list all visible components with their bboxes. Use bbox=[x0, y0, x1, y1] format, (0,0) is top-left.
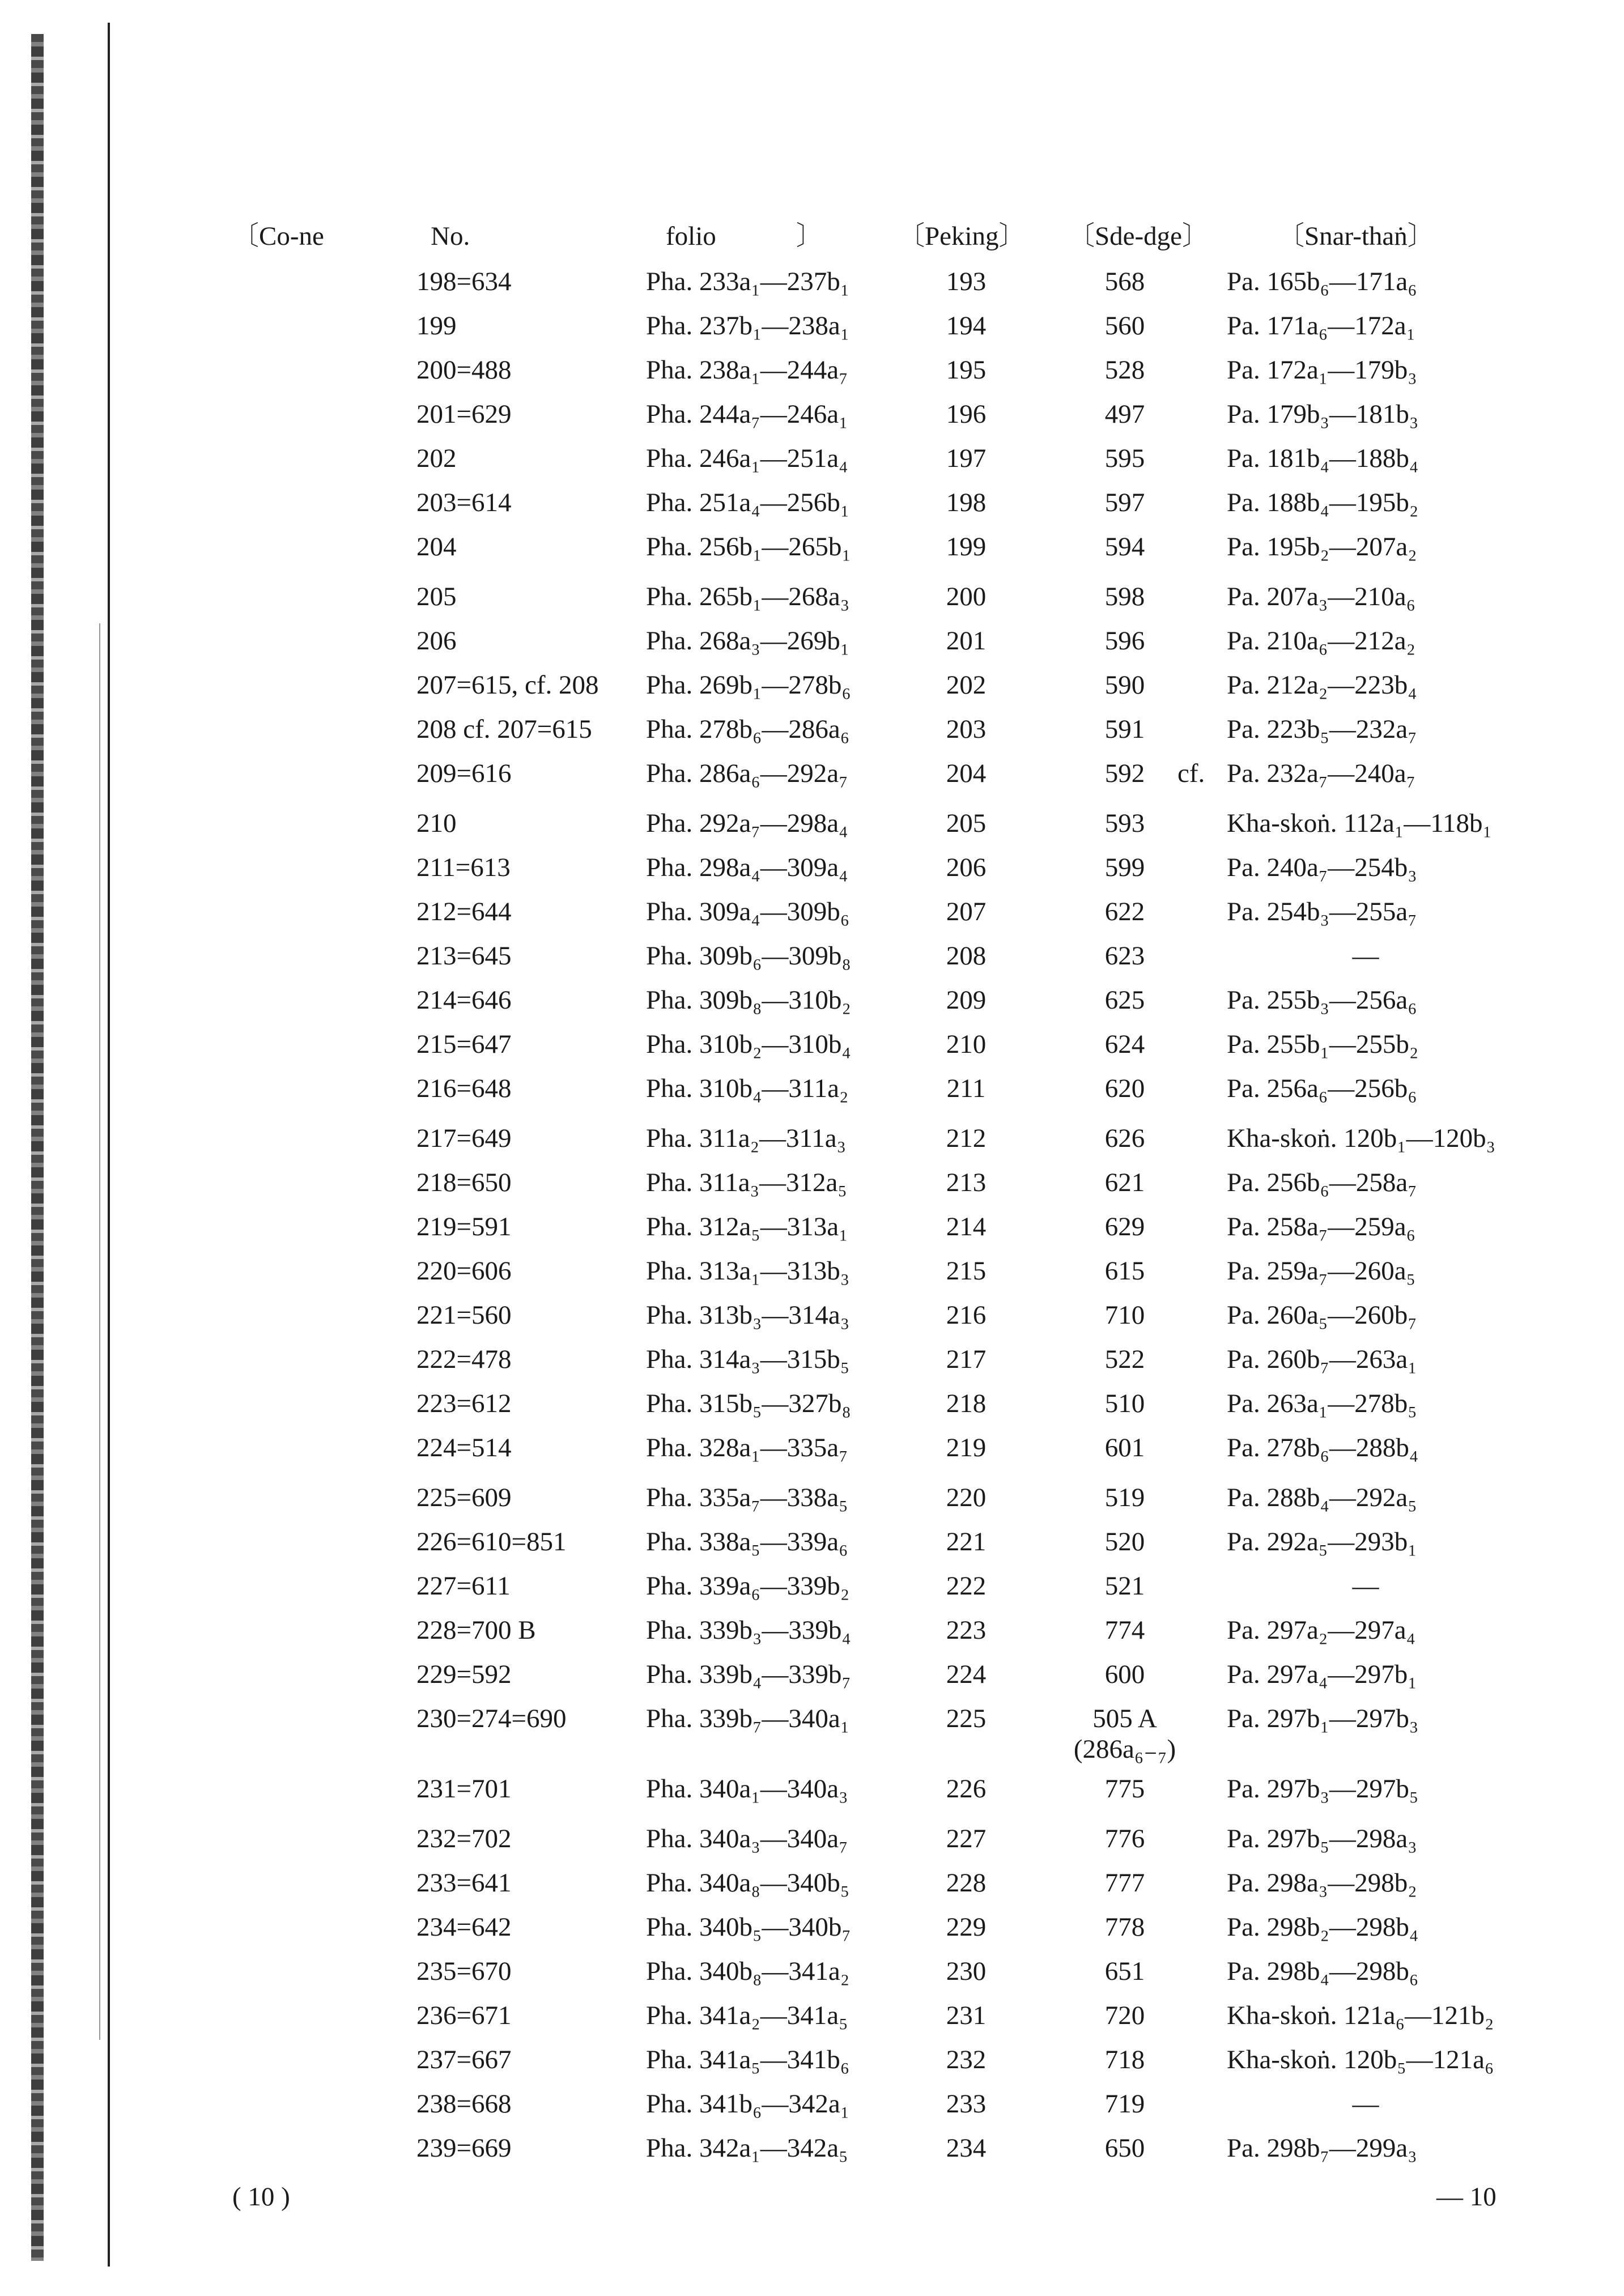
cell-sde-dge-value: 560 bbox=[1104, 311, 1145, 341]
cell-peking: 218 bbox=[946, 1389, 987, 1418]
cell-no: 233=641 bbox=[416, 1868, 512, 1898]
cell-snar-than: — bbox=[1352, 1571, 1379, 1601]
cell-snar-than: Pa. 165b₆—171a₆ bbox=[1227, 267, 1417, 296]
cell-no: 232=702 bbox=[416, 1824, 512, 1853]
cell-sde-dge bbox=[1068, 355, 1181, 385]
cell-no: 227=611 bbox=[416, 1571, 511, 1601]
cell-peking: 223 bbox=[946, 1615, 987, 1645]
cell-no: 206 bbox=[416, 626, 457, 656]
cell-sde-dge-value: 615 bbox=[1104, 1256, 1145, 1286]
cell-sde-dge-value: 568 bbox=[1104, 267, 1145, 296]
cell-sde-dge-value: 519 bbox=[1104, 1483, 1145, 1512]
cell-folio: Pha. 340a₁—340a₃ bbox=[646, 1774, 848, 1804]
cell-sde-dge-value: 497 bbox=[1104, 399, 1145, 429]
cell-snar-than: Pa. 256b₆—258a₇ bbox=[1227, 1168, 1417, 1197]
cell-sde-dge bbox=[1068, 1868, 1181, 1898]
cell-no: 222=478 bbox=[416, 1345, 512, 1374]
cell-sde-dge bbox=[1068, 1482, 1181, 1513]
header-sde-dge: 〔Sde-dge〕 bbox=[1068, 222, 1209, 251]
cell-no: 234=642 bbox=[416, 1912, 512, 1942]
cell-peking: 203 bbox=[946, 715, 987, 744]
cell-sde-dge-value: 623 bbox=[1104, 941, 1145, 971]
cell-folio: Pha. 310b₄—311a₂ bbox=[646, 1074, 849, 1103]
cell-no: 223=612 bbox=[416, 1389, 512, 1418]
cell-no: 214=646 bbox=[416, 985, 512, 1015]
cell-sde-dge bbox=[1068, 1912, 1181, 1942]
cell-peking: 208 bbox=[946, 941, 987, 971]
cell-no: 221=560 bbox=[416, 1300, 512, 1330]
cell-folio: Pha. 341b₆—342a₁ bbox=[646, 2089, 850, 2119]
cell-peking: 201 bbox=[946, 626, 987, 656]
cell-snar-than: Pa. 260a₅—260b₇ bbox=[1227, 1300, 1417, 1330]
cell-sde-dge bbox=[1068, 487, 1181, 518]
cell-sde-dge-value: 624 bbox=[1104, 1030, 1145, 1059]
cell-sde-dge-value: 528 bbox=[1104, 355, 1145, 385]
cell-sde-dge-value: 593 bbox=[1104, 809, 1145, 838]
cell-sde-dge-value: 651 bbox=[1104, 1957, 1145, 1986]
cell-snar-than: Pa. 298b₄—298b₆ bbox=[1227, 1957, 1419, 1986]
cell-no: 228=700 B bbox=[416, 1615, 536, 1645]
cell-no: 211=613 bbox=[416, 853, 511, 882]
cell-peking: 233 bbox=[946, 2089, 987, 2119]
cell-sde-dge-note: (286a₆₋₇) bbox=[1073, 1734, 1176, 1764]
cell-peking: 224 bbox=[946, 1660, 987, 1689]
cell-sde-dge-value: 778 bbox=[1104, 1912, 1145, 1942]
cell-snar-than: Pa. 288b₄—292a₅ bbox=[1227, 1483, 1417, 1512]
cell-folio: Pha. 233a₁—237b₁ bbox=[646, 267, 850, 296]
cell-snar-than: Pa. 232a₇—240a₇ bbox=[1227, 759, 1415, 788]
cell-peking: 195 bbox=[946, 355, 987, 385]
cell-folio: Pha. 340a₃—340a₇ bbox=[646, 1824, 848, 1853]
cell-sde-dge bbox=[1068, 1073, 1181, 1104]
cell-sde-dge-value: 776 bbox=[1104, 1824, 1145, 1853]
cell-snar-than: Pa. 297b₃—297b₅ bbox=[1227, 1774, 1419, 1804]
cell-no: 204 bbox=[416, 532, 457, 562]
cell-folio: Pha. 340a₈—340b₅ bbox=[646, 1868, 850, 1898]
cell-no: 237=667 bbox=[416, 2045, 512, 2074]
cell-peking: 230 bbox=[946, 1957, 987, 1986]
cell-no: 201=629 bbox=[416, 399, 512, 429]
cell-snar-than: — bbox=[1352, 941, 1379, 971]
cell-snar-than: Pa. 255b₃—256a₆ bbox=[1227, 985, 1417, 1015]
cell-peking: 198 bbox=[946, 488, 987, 517]
cell-sde-dge-value: 629 bbox=[1104, 1212, 1145, 1241]
cell-sde-dge bbox=[1068, 1703, 1181, 1764]
cell-no: 203=614 bbox=[416, 488, 512, 517]
cell-no: 208 cf. 207=615 bbox=[416, 715, 592, 744]
cell-peking: 214 bbox=[946, 1212, 987, 1241]
cell-sde-dge bbox=[1068, 266, 1181, 297]
cell-no: 220=606 bbox=[416, 1256, 512, 1286]
cell-snar-than: Pa. 210a₆—212a₂ bbox=[1227, 626, 1415, 656]
cell-peking: 196 bbox=[946, 399, 987, 429]
cell-no: 238=668 bbox=[416, 2089, 512, 2119]
cell-sde-dge bbox=[1068, 2089, 1181, 2119]
cell-no: 215=647 bbox=[416, 1030, 512, 1059]
cell-sde-dge bbox=[1068, 1167, 1181, 1198]
cell-sde-dge bbox=[1068, 1432, 1181, 1463]
cell-sde-dge bbox=[1068, 670, 1181, 700]
cell-folio: Pha. 246a₁—251a₄ bbox=[646, 444, 848, 473]
cell-folio: Pha. 339b₄—339b₇ bbox=[646, 1660, 851, 1689]
cell-no: 235=670 bbox=[416, 1957, 512, 1986]
cell-sde-dge-value: 505 A bbox=[1092, 1704, 1157, 1733]
cell-folio: Pha. 335a₇—338a₅ bbox=[646, 1483, 848, 1512]
cell-sde-dge bbox=[1068, 941, 1181, 971]
cell-snar-than: Pa. 263a₁—278b₅ bbox=[1227, 1389, 1417, 1418]
cell-folio: Pha. 312a₅—313a₁ bbox=[646, 1212, 848, 1241]
cell-sde-dge-value: 595 bbox=[1104, 444, 1145, 473]
cell-peking: 209 bbox=[946, 985, 987, 1015]
cell-cf: cf. bbox=[1177, 759, 1205, 788]
cell-snar-than: Pa. 171a₆—172a₁ bbox=[1227, 311, 1415, 341]
cell-folio: Pha. 237b₁—238a₁ bbox=[646, 311, 850, 341]
cell-sde-dge bbox=[1068, 1211, 1181, 1242]
cell-peking: 232 bbox=[946, 2045, 987, 2074]
header-folio: folio 〕 bbox=[666, 222, 823, 251]
cell-folio: Pha. 340b₈—341a₂ bbox=[646, 1957, 850, 1986]
cell-snar-than: Pa. 195b₂—207a₂ bbox=[1227, 532, 1417, 562]
cell-folio: Pha. 309a₄—309b₆ bbox=[646, 897, 850, 926]
cell-sde-dge bbox=[1068, 1256, 1181, 1286]
cell-sde-dge-value: 710 bbox=[1104, 1300, 1145, 1330]
cell-sde-dge-value: 650 bbox=[1104, 2133, 1145, 2163]
cell-snar-than: Pa. 298b₂—298b₄ bbox=[1227, 1912, 1419, 1942]
cell-folio: Pha. 298a₄—309a₄ bbox=[646, 853, 848, 882]
cell-snar-than: Pa. 223b₅—232a₇ bbox=[1227, 715, 1417, 744]
cell-sde-dge bbox=[1068, 1388, 1181, 1419]
cell-sde-dge bbox=[1068, 896, 1181, 927]
cell-sde-dge bbox=[1068, 1029, 1181, 1060]
cell-sde-dge-value: 600 bbox=[1104, 1660, 1145, 1689]
cell-folio: Pha. 340b₅—340b₇ bbox=[646, 1912, 851, 1942]
cell-sde-dge-value: 522 bbox=[1104, 1345, 1145, 1374]
cell-sde-dge-value: 590 bbox=[1104, 670, 1145, 700]
cell-sde-dge bbox=[1068, 2000, 1181, 2031]
cell-peking: 227 bbox=[946, 1824, 987, 1853]
cell-snar-than: Pa. 254b₃—255a₇ bbox=[1227, 897, 1417, 926]
cell-no: 236=671 bbox=[416, 2001, 512, 2030]
cell-peking: 206 bbox=[946, 853, 987, 882]
cell-folio: Pha. 244a₇—246a₁ bbox=[646, 399, 848, 429]
cell-no: 213=645 bbox=[416, 941, 512, 971]
cell-no: 202 bbox=[416, 444, 457, 473]
cell-no: 225=609 bbox=[416, 1483, 512, 1512]
cell-folio: Pha. 292a₇—298a₄ bbox=[646, 809, 848, 838]
cell-snar-than: Pa. 179b₃—181b₃ bbox=[1227, 399, 1419, 429]
cell-no: 205 bbox=[416, 582, 457, 611]
cell-snar-than: Pa. 297b₅—298a₃ bbox=[1227, 1824, 1417, 1853]
cell-folio: Pha. 269b₁—278b₆ bbox=[646, 670, 851, 700]
cell-snar-than: Kha-skoṅ. 120b₅—121a₆ bbox=[1227, 2045, 1494, 2074]
cell-folio: Pha. 268a₃—269b₁ bbox=[646, 626, 850, 656]
cell-snar-than: Pa. 298a₃—298b₂ bbox=[1227, 1868, 1417, 1898]
cell-sde-dge bbox=[1068, 1823, 1181, 1854]
cell-snar-than: Pa. 207a₃—210a₆ bbox=[1227, 582, 1415, 611]
cell-sde-dge bbox=[1068, 626, 1181, 656]
cell-sde-dge bbox=[1068, 1300, 1181, 1330]
cell-sde-dge bbox=[1068, 1615, 1181, 1646]
cell-no: 198=634 bbox=[416, 267, 512, 296]
cell-folio: Pha. 309b₆—309b₈ bbox=[646, 941, 851, 971]
page-number-left: ( 10 ) bbox=[232, 2182, 290, 2212]
cell-sde-dge-value: 719 bbox=[1104, 2089, 1145, 2119]
cell-no: 216=648 bbox=[416, 1074, 512, 1103]
cell-snar-than: Pa. 260b₇—263a₁ bbox=[1227, 1345, 1417, 1374]
cell-snar-than: Pa. 297b₁—297b₃ bbox=[1227, 1704, 1419, 1733]
cell-folio: Pha. 310b₂—310b₄ bbox=[646, 1030, 851, 1059]
cell-sde-dge-value: 596 bbox=[1104, 626, 1145, 656]
cell-sde-dge-value: 594 bbox=[1104, 532, 1145, 562]
cell-folio: Pha. 251a₄—256b₁ bbox=[646, 488, 850, 517]
cell-sde-dge-value: 621 bbox=[1104, 1168, 1145, 1197]
cell-sde-dge-value: 597 bbox=[1104, 488, 1145, 517]
cell-sde-dge bbox=[1068, 1774, 1181, 1804]
cell-folio: Pha. 286a₆—292a₇ bbox=[646, 759, 848, 788]
cell-snar-than: Pa. 240a₇—254b₃ bbox=[1227, 853, 1417, 882]
cell-sde-dge-value: 626 bbox=[1104, 1124, 1145, 1153]
cell-peking: 222 bbox=[946, 1571, 987, 1601]
cell-folio: Pha. 256b₁—265b₁ bbox=[646, 532, 851, 562]
cell-no: 239=669 bbox=[416, 2133, 512, 2163]
cell-sde-dge-value: 598 bbox=[1104, 582, 1145, 611]
cell-peking: 226 bbox=[946, 1774, 987, 1804]
cell-sde-dge bbox=[1068, 2133, 1181, 2163]
cell-no: 219=591 bbox=[416, 1212, 512, 1241]
cell-sde-dge bbox=[1068, 714, 1181, 745]
cell-folio: Pha. 311a₂—311a₃ bbox=[646, 1124, 847, 1153]
cell-snar-than: Pa. 298b₇—299a₃ bbox=[1227, 2133, 1417, 2163]
header-cone: 〔Co-ne bbox=[232, 222, 324, 251]
cell-folio: Pha. 265b₁—268a₃ bbox=[646, 582, 850, 611]
cell-sde-dge bbox=[1068, 1571, 1181, 1601]
cell-sde-dge bbox=[1068, 808, 1181, 839]
cell-sde-dge bbox=[1068, 532, 1181, 562]
cell-no: 200=488 bbox=[416, 355, 512, 385]
cell-peking: 210 bbox=[946, 1030, 987, 1059]
header-no: No. bbox=[431, 222, 470, 251]
page-number-right: — 10 bbox=[1436, 2182, 1497, 2212]
cell-snar-than: Pa. 258a₇—259a₆ bbox=[1227, 1212, 1415, 1241]
cell-sde-dge-value: 510 bbox=[1104, 1389, 1145, 1418]
cell-peking: 193 bbox=[946, 267, 987, 296]
cell-sde-dge bbox=[1068, 443, 1181, 474]
cell-sde-dge bbox=[1068, 1527, 1181, 1557]
cell-no: 218=650 bbox=[416, 1168, 512, 1197]
header-snar-than: 〔Snar-thaṅ〕 bbox=[1278, 222, 1434, 251]
cell-folio: Pha. 313b₃—314a₃ bbox=[646, 1300, 850, 1330]
cell-snar-than: Pa. 292a₅—293b₁ bbox=[1227, 1527, 1417, 1557]
cell-peking: 217 bbox=[946, 1345, 987, 1374]
cell-peking: 212 bbox=[946, 1124, 987, 1153]
cell-sde-dge-value: 591 bbox=[1104, 715, 1145, 744]
cell-snar-than: Pa. 297a₂—297a₄ bbox=[1227, 1615, 1415, 1645]
cell-folio: Pha. 338a₅—339a₆ bbox=[646, 1527, 848, 1557]
cell-snar-than: Kha-skoṅ. 121a₆—121b₂ bbox=[1227, 2001, 1494, 2030]
cell-snar-than: Pa. 255b₁—255b₂ bbox=[1227, 1030, 1419, 1059]
cell-peking: 216 bbox=[946, 1300, 987, 1330]
cell-sde-dge bbox=[1068, 852, 1181, 883]
cell-folio: Pha. 278b₆—286a₆ bbox=[646, 715, 850, 744]
cell-snar-than: Pa. 181b₄—188b₄ bbox=[1227, 444, 1419, 473]
cell-peking: 205 bbox=[946, 809, 987, 838]
cell-peking: 215 bbox=[946, 1256, 987, 1286]
cell-peking: 211 bbox=[946, 1074, 986, 1103]
cell-sde-dge-value: 774 bbox=[1104, 1615, 1145, 1645]
cell-sde-dge-value: 718 bbox=[1104, 2045, 1145, 2074]
cell-snar-than: Pa. 212a₂—223b₄ bbox=[1227, 670, 1417, 700]
cell-folio: Pha. 238a₁—244a₇ bbox=[646, 355, 848, 385]
cell-peking: 194 bbox=[946, 311, 987, 341]
cell-snar-than: Kha-skoṅ. 112a₁—118b₁ bbox=[1227, 809, 1492, 838]
cell-peking: 207 bbox=[946, 897, 987, 926]
cell-folio: Pha. 313a₁—313b₃ bbox=[646, 1256, 850, 1286]
cell-no: 230=274=690 bbox=[416, 1704, 567, 1733]
cell-folio: Pha. 341a₅—341b₆ bbox=[646, 2045, 850, 2074]
cell-snar-than: Pa. 188b₄—195b₂ bbox=[1227, 488, 1419, 517]
cell-snar-than: Pa. 172a₁—179b₃ bbox=[1227, 355, 1417, 385]
cell-folio: Pha. 314a₃—315b₅ bbox=[646, 1345, 850, 1374]
cell-folio: Pha. 315b₅—327b₈ bbox=[646, 1389, 851, 1418]
cell-peking: 219 bbox=[946, 1433, 987, 1462]
cell-sde-dge-value: 620 bbox=[1104, 1074, 1145, 1103]
cell-sde-dge-value: 775 bbox=[1104, 1774, 1145, 1804]
cell-peking: 228 bbox=[946, 1868, 987, 1898]
cell-no: 212=644 bbox=[416, 897, 512, 926]
cell-peking: 225 bbox=[946, 1704, 987, 1733]
cell-folio: Pha. 341a₂—341a₅ bbox=[646, 2001, 848, 2030]
cell-folio: Pha. 311a₃—312a₅ bbox=[646, 1168, 847, 1197]
cell-snar-than: Pa. 256a₆—256b₆ bbox=[1227, 1074, 1417, 1103]
cell-sde-dge-value: 720 bbox=[1104, 2001, 1145, 2030]
cell-folio: Pha. 339b₃—339b₄ bbox=[646, 1615, 851, 1645]
cell-no: 226=610=851 bbox=[416, 1527, 567, 1557]
cell-peking: 204 bbox=[946, 759, 987, 788]
cell-peking: 202 bbox=[946, 670, 987, 700]
cell-peking: 221 bbox=[946, 1527, 987, 1557]
cell-snar-than: Pa. 297a₄—297b₁ bbox=[1227, 1660, 1417, 1689]
cell-peking: 213 bbox=[946, 1168, 987, 1197]
cell-snar-than: — bbox=[1352, 2089, 1379, 2119]
cell-no: 217=649 bbox=[416, 1124, 512, 1153]
cell-snar-than: Pa. 259a₇—260a₅ bbox=[1227, 1256, 1415, 1286]
cell-folio: Pha. 339b₇—340a₁ bbox=[646, 1704, 850, 1733]
cell-sde-dge-value: 601 bbox=[1104, 1433, 1145, 1462]
cell-folio: Pha. 339a₆—339b₂ bbox=[646, 1571, 850, 1601]
cell-peking: 199 bbox=[946, 532, 987, 562]
cell-sde-dge bbox=[1068, 399, 1181, 430]
cell-snar-than: Pa. 278b₆—288b₄ bbox=[1227, 1433, 1419, 1462]
cell-peking: 197 bbox=[946, 444, 987, 473]
cell-sde-dge bbox=[1068, 1956, 1181, 1987]
cell-sde-dge-value: 777 bbox=[1104, 1868, 1145, 1898]
cell-sde-dge-value: 622 bbox=[1104, 897, 1145, 926]
cell-folio: Pha. 342a₁—342a₅ bbox=[646, 2133, 848, 2163]
cell-folio: Pha. 328a₁—335a₇ bbox=[646, 1433, 848, 1462]
cell-no: 209=616 bbox=[416, 759, 512, 788]
cell-sde-dge bbox=[1068, 1123, 1181, 1154]
cell-no: 231=701 bbox=[416, 1774, 512, 1804]
cell-sde-dge bbox=[1068, 1659, 1181, 1690]
cell-sde-dge bbox=[1068, 581, 1181, 612]
cell-peking: 229 bbox=[946, 1912, 987, 1942]
cell-sde-dge bbox=[1068, 1344, 1181, 1375]
cell-peking: 200 bbox=[946, 582, 987, 611]
cell-sde-dge bbox=[1068, 311, 1181, 341]
cell-no: 224=514 bbox=[416, 1433, 512, 1462]
cell-no: 229=592 bbox=[416, 1660, 512, 1689]
cell-sde-dge-value: 625 bbox=[1104, 985, 1145, 1015]
cell-no: 207=615, cf. 208 bbox=[416, 670, 599, 700]
cell-sde-dge-value: 592 bbox=[1104, 759, 1145, 788]
cell-no: 210 bbox=[416, 809, 457, 838]
cell-no: 199 bbox=[416, 311, 457, 341]
cell-folio: Pha. 309b₈—310b₂ bbox=[646, 985, 851, 1015]
cell-sde-dge-value: 521 bbox=[1104, 1571, 1145, 1601]
cell-peking: 220 bbox=[946, 1483, 987, 1512]
cell-snar-than: Kha-skoṅ. 120b₁—120b₃ bbox=[1227, 1124, 1496, 1153]
cell-sde-dge bbox=[1068, 985, 1181, 1015]
cell-sde-dge-value: 520 bbox=[1104, 1527, 1145, 1557]
cell-peking: 234 bbox=[946, 2133, 987, 2163]
header-peking: 〔Peking〕 bbox=[898, 222, 1026, 251]
cell-sde-dge bbox=[1068, 2044, 1181, 2075]
cell-peking: 231 bbox=[946, 2001, 987, 2030]
cell-sde-dge-value: 599 bbox=[1104, 853, 1145, 882]
cell-sde-dge bbox=[1068, 758, 1181, 789]
